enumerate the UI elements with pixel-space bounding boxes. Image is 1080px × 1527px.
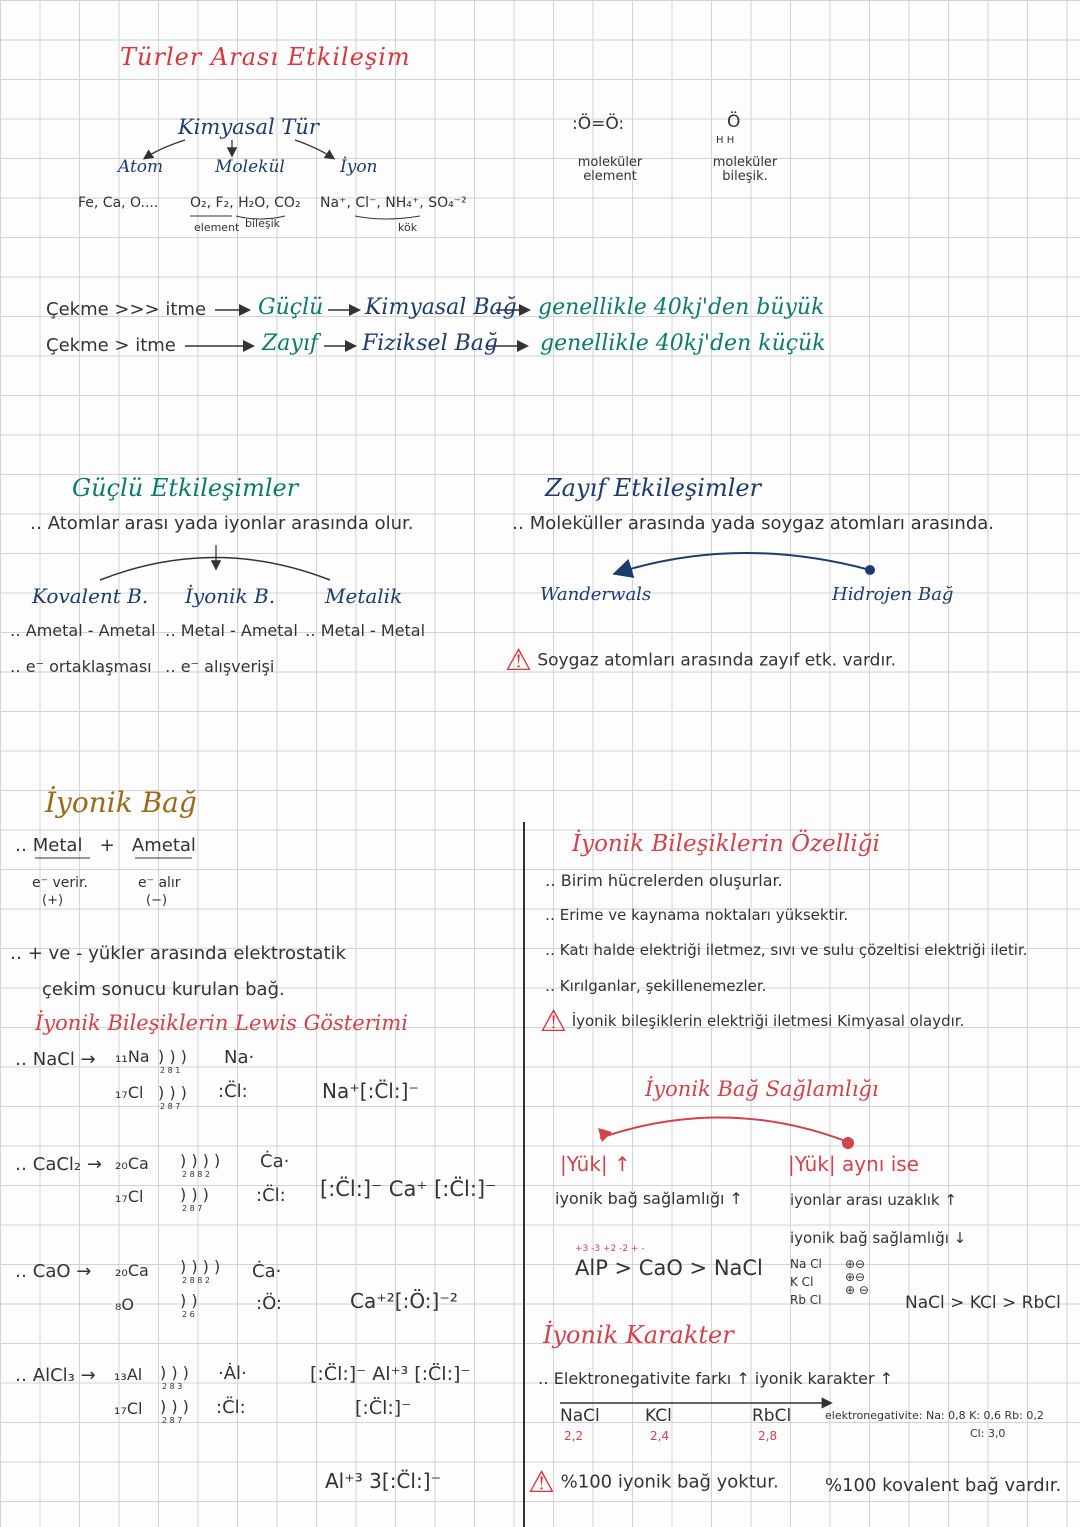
- karakter-line: ‥ Elektronegativite farkı ↑ iyonik karakter ↑: [538, 1369, 894, 1388]
- saglamlik-pair-2: K Cl: [790, 1275, 814, 1289]
- lewis-row-2-a1: ₂₀Ca: [115, 1154, 149, 1173]
- ozellik-item-3: ‥ Katı halde elektriği iletmez, sıvı ve sulu çözeltisi elektriği iletir.: [545, 941, 1028, 959]
- karakter-compound-1: NaCl: [560, 1406, 600, 1426]
- lewis-row-1-shells2: ) ) ): [158, 1083, 187, 1102]
- lewis-row-3-a1e: 2 8 8 2: [182, 1276, 210, 1285]
- lewis-row-1-result: Na⁺[:C̈l:]⁻: [322, 1079, 419, 1103]
- metal-line: ‥ Metal + Ametal: [15, 835, 196, 856]
- arrow-to-iyon: [295, 140, 333, 158]
- metal-sign: (+): [42, 893, 64, 908]
- karakter-en-note2: Cl: 3,0: [970, 1427, 1006, 1440]
- arc-zayif: [620, 553, 870, 572]
- karakter-line-text: Elektronegativite farkı ↑ iyonik karakter ↑: [553, 1369, 894, 1388]
- lewis-row-2-shells2: ) ) ): [180, 1185, 209, 1204]
- row1-bond: Kimyasal Bağ: [365, 295, 517, 320]
- kovalent-l2-text: e⁻ ortaklaşması: [25, 657, 152, 676]
- saglamlik-heading: İyonik Bağ Sağlamlığı: [645, 1077, 879, 1101]
- ametal-note: e⁻ alır: [138, 875, 181, 891]
- element-note: element: [194, 221, 240, 234]
- lewis-row-2-result: [:C̈l:]⁻ Ca⁺ [:C̈l:]⁻: [320, 1177, 497, 1201]
- ozellik-item-1: ‥ Birim hücrelerden oluşurlar.: [545, 871, 783, 890]
- lewis-row-2-a2e: 2 8 7: [182, 1204, 203, 1213]
- plus-sign: +: [99, 835, 115, 856]
- page-title: Türler Arası Etkileşim: [120, 43, 411, 71]
- ion-size-icons: ⊕⊖ ⊕⊖ ⊕ ⊖: [845, 1257, 869, 1298]
- underline-kok: [355, 216, 420, 219]
- lewis-row-4-a2: ₁₇Cl: [114, 1399, 143, 1418]
- atom-label: Atom: [118, 157, 164, 177]
- lewis-formula-text: NaCl →: [32, 1049, 96, 1070]
- saglamlik-left-example: AlP > CaO > NaCl: [575, 1256, 763, 1280]
- ametal-label: Ametal: [131, 835, 196, 856]
- hidrojen-label: Hidrojen Bağ: [832, 584, 954, 605]
- arc-guclu: [100, 558, 330, 581]
- karakter-en-note: elektronegativite: Na: 0,8 K: 0,6 Rb: 0,2: [825, 1409, 1044, 1422]
- metalik-l1-text: Metal - Metal: [320, 621, 426, 640]
- ozellik-item-2: ‥ Erime ve kaynama noktaları yüksektir.: [545, 906, 849, 924]
- lewis-row-4-a2l: :C̈l:: [216, 1397, 246, 1418]
- saglamlik-pair-3: Rb Cl: [790, 1293, 822, 1307]
- warning-icon: ⚠: [528, 1465, 555, 1500]
- warning-icon: ⚠: [505, 643, 532, 678]
- lewis-formula-text: AlCl₃ →: [32, 1365, 96, 1386]
- ozellik-warning-text: İyonik bileşiklerin elektriği iletmesi Kimyasal olaydır.: [571, 1012, 965, 1030]
- iyonik-l1-text: Metal - Ametal: [180, 621, 298, 640]
- lewis-formula-text: CaCl₂ →: [32, 1154, 102, 1175]
- vanderwaals-label: Wanderwals: [540, 584, 652, 605]
- iyonik-l2-text: e⁻ alışverişi: [180, 657, 275, 676]
- kovalent-l2: ‥ e⁻ ortaklaşması: [10, 657, 152, 676]
- arc-saglamlik: [600, 1117, 848, 1142]
- guclu-heading: Güçlü Etkileşimler: [72, 474, 299, 502]
- lewis-final: Al⁺³ 3[:C̈l:]⁻: [325, 1469, 442, 1493]
- zayif-bullet: ‥ Moleküller arasında yada soygaz atomları arasında.: [512, 513, 995, 534]
- saglamlik-left-line: iyonik bağ sağlamlığı ↑: [555, 1189, 743, 1208]
- saglamlik-left-title: |Yük| ↑: [560, 1152, 631, 1176]
- lewis-row-2-a1l: Ċa·: [260, 1151, 290, 1172]
- lewis-row-4-a2e: 2 8 7: [162, 1416, 183, 1425]
- molekuler-bilesik-h: H H: [716, 135, 735, 146]
- ozellik-item-text: Kırılganlar, şekillenemezler.: [559, 977, 767, 995]
- saglamlik-pair-1: Na Cl: [790, 1257, 822, 1271]
- karakter-value-1: 2,2: [564, 1429, 584, 1443]
- guclu-bullet: ‥ Atomlar arası yada iyonlar arasında olur.: [30, 513, 414, 534]
- zayif-warning: [505, 644, 896, 677]
- atom-examples: Fe, Ca, O....: [78, 195, 159, 211]
- lewis-row-2-a2: ₁₇Cl: [115, 1187, 144, 1206]
- lewis-row-3-shells2: ) ): [180, 1291, 198, 1310]
- row2-mid: Zayıf: [262, 331, 319, 356]
- lewis-row-1-a2: ₁₇Cl: [115, 1083, 144, 1102]
- lewis-row-4-formula: ‥ AlCl₃ →: [15, 1365, 96, 1386]
- kimyasal-tur-heading: Kimyasal Tür: [178, 115, 319, 139]
- kovalent-l1: ‥ Ametal - Ametal: [10, 621, 156, 640]
- ametal-sign: (−): [146, 893, 168, 908]
- molekuler-element-caption: moleküler element: [577, 155, 643, 185]
- lewis-row-4-a1l: ·Ȧl·: [218, 1363, 247, 1384]
- kok-note: kök: [398, 221, 418, 234]
- lewis-row-1-a2l: :C̈l:: [218, 1081, 248, 1102]
- karakter-final-right: %100 kovalent bağ vardır.: [825, 1475, 1062, 1496]
- ozellik-warning: [540, 1005, 964, 1038]
- metalik-label: Metalik: [325, 584, 403, 608]
- column-divider: [523, 822, 525, 1527]
- lewis-row-2-a1e: 2 8 8 2: [182, 1170, 210, 1179]
- arrow-to-atom: [145, 140, 185, 158]
- bilesik-note: bileşik: [245, 217, 281, 230]
- lewis-row-1-a1: ₁₁Na: [115, 1047, 150, 1066]
- lewis-row-3-shells1: ) ) ) ): [180, 1257, 221, 1276]
- warning-icon: ⚠: [540, 1004, 567, 1039]
- lewis-row-1-a1l: Na·: [224, 1047, 255, 1068]
- metal-label: Metal: [32, 835, 83, 856]
- molekul-examples: O₂, F₂, H₂O, CO₂: [190, 195, 301, 211]
- dot-saglamlik: [842, 1137, 854, 1149]
- saglamlik-right-result: NaCl > KCl > RbCl: [905, 1293, 1061, 1313]
- lewis-row-3-a1l: Ċa·: [252, 1261, 282, 1282]
- iyonik-desc2: çekim sonucu kurulan bağ.: [42, 979, 285, 1000]
- dot-hidrojen: [865, 565, 875, 575]
- karakter-value-2: 2,4: [650, 1429, 670, 1443]
- iyonik-label: İyonik B.: [185, 584, 276, 608]
- lewis-row-1-shells1: ) ) ): [158, 1047, 187, 1066]
- ozellik-item-text: Katı halde elektriği iletmez, sıvı ve sulu çözeltisi elektriği iletir.: [559, 941, 1028, 959]
- lewis-row-4-result: [:C̈l:]⁻ Al⁺³ [:C̈l:]⁻: [310, 1363, 471, 1385]
- zayif-bullet-text: Moleküller arasında yada soygaz atomları arasında.: [529, 513, 995, 534]
- row2-bond: Fiziksel Bağ: [362, 331, 498, 356]
- saglamlik-right-title: |Yük| aynı ise: [788, 1152, 919, 1176]
- lewis-row-4-shells2: ) ) ): [160, 1397, 189, 1416]
- lewis-row-4-shells1: ) ) ): [160, 1363, 189, 1382]
- ozellik-heading: İyonik Bileşiklerin Özelliği: [572, 831, 880, 857]
- molekul-label: Molekül: [215, 157, 285, 177]
- lewis-row-3-a2: ₈O: [115, 1295, 135, 1314]
- ozellik-item-text: Erime ve kaynama noktaları yüksektir.: [559, 906, 849, 924]
- lewis-row-3-a2e: 2 6: [182, 1310, 195, 1319]
- zayif-heading: Zayıf Etkileşimler: [545, 474, 762, 502]
- row2-left: Çekme > itme: [46, 335, 176, 356]
- iyon-examples: Na⁺, Cl⁻, NH₄⁺, SO₄⁻²: [320, 195, 467, 211]
- lewis-row-1-a2e: 2 8 7: [160, 1102, 181, 1111]
- metal-note: e⁻ verir.: [32, 875, 88, 891]
- saglamlik-right-l1: iyonlar arası uzaklık ↑: [790, 1191, 957, 1209]
- iyonik-desc1-text: + ve - yükler arasında elektrostatik: [27, 943, 346, 964]
- molekuler-bilesik-caption: moleküler bileşik.: [712, 155, 778, 185]
- iyon-label: İyon: [340, 157, 378, 177]
- karakter-compound-2: KCl: [645, 1406, 672, 1426]
- ozellik-item-4: ‥ Kırılganlar, şekillenemezler.: [545, 977, 767, 995]
- zayif-warning-text: Soygaz atomları arasında zayıf etk. vardır.: [537, 650, 896, 671]
- kovalent-label: Kovalent B.: [32, 584, 149, 608]
- lewis-row-4-result2: [:C̈l:]⁻: [355, 1397, 412, 1419]
- karakter-final-left-text: %100 iyonik bağ yoktur.: [560, 1471, 779, 1493]
- lewis-row-3-a1: ₂₀Ca: [115, 1261, 149, 1280]
- karakter-heading: İyonik Karakter: [543, 1321, 734, 1349]
- saglamlik-left-charges: +3 -3 +2 -2 + -: [575, 1244, 645, 1254]
- lewis-row-4-a1e: 2 8 3: [162, 1382, 183, 1391]
- iyonik-desc1: ‥ + ve - yükler arasında elektrostatik: [10, 943, 346, 964]
- kovalent-l1-text: Ametal - Ametal: [25, 621, 156, 640]
- lewis-row-3-formula: ‥ CaO →: [15, 1261, 92, 1282]
- ozellik-item-text: Birim hücrelerden oluşurlar.: [560, 871, 783, 890]
- lewis-row-2-shells1: ) ) ) ): [180, 1151, 221, 1170]
- lewis-row-2-a2l: :C̈l:: [256, 1185, 286, 1206]
- row1-mid: Güçlü: [258, 295, 324, 320]
- metalik-l1: ‥ Metal - Metal: [305, 621, 426, 640]
- lewis-row-3-result: Ca⁺²[:Ö:]⁻²: [350, 1289, 458, 1313]
- lewis-heading: İyonik Bileşiklerin Lewis Gösterimi: [35, 1011, 409, 1035]
- karakter-value-3: 2,8: [758, 1429, 778, 1443]
- lewis-row-1-formula: ‥ NaCl →: [15, 1049, 96, 1070]
- lewis-row-4-a1: ₁₃Al: [114, 1365, 143, 1384]
- saglamlik-right-l2: iyonik bağ sağlamlığı ↓: [790, 1229, 967, 1247]
- molekuler-element-formula: :Ö=Ö:: [572, 114, 625, 134]
- iyonik-bag-heading: İyonik Bağ: [45, 786, 197, 819]
- iyonik-l1: ‥ Metal - Ametal: [165, 621, 298, 640]
- row2-note: genellikle 40kj'den küçük: [540, 331, 826, 356]
- row1-left: Çekme >>> itme: [46, 299, 207, 320]
- lewis-formula-text: CaO →: [32, 1261, 92, 1282]
- lewis-row-1-a1e: 2 8 1: [160, 1066, 181, 1075]
- row1-note: genellikle 40kj'den büyük: [538, 295, 825, 320]
- guclu-bullet-text: Atomlar arası yada iyonlar arasında olur.: [47, 513, 414, 534]
- iyonik-l2: ‥ e⁻ alışverişi: [165, 657, 275, 676]
- molekuler-bilesik-o: Ö: [727, 112, 741, 132]
- lewis-row-3-a2l: :Ö:: [256, 1293, 282, 1314]
- lewis-row-2-formula: ‥ CaCl₂ →: [15, 1154, 102, 1175]
- karakter-final-left: [528, 1466, 779, 1499]
- karakter-compound-3: RbCl: [752, 1406, 792, 1426]
